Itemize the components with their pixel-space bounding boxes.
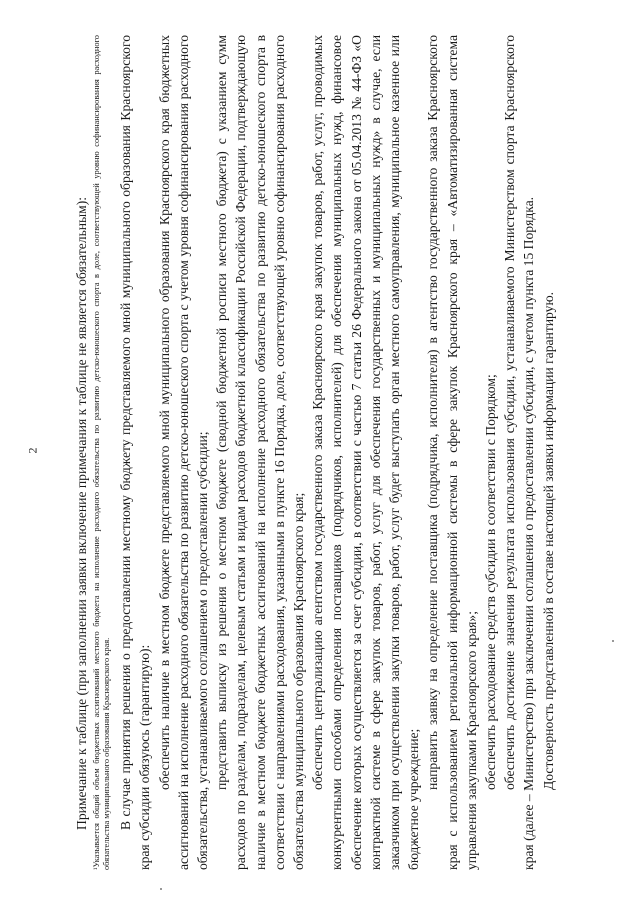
document-body bbox=[72, 35, 556, 870]
paragraph-subsidy-spending: обеспечить расходование средств субсидии в соответствии с Порядком; bbox=[483, 374, 499, 790]
paragraph-procurement-request: направить заявку на определение поставщика (подрядчика, исполнителя) в агентство государственного заказа Красноярского края с использованием региональной информационной системы в сфере закупок Красноярского края – «Автоматизированная система управления закупками Красноярского края»; bbox=[425, 35, 479, 870]
paragraph-budget-allocations: обеспечить наличие в местном бюджете представляемого мной муниципального образования Красноярского края бюджетных ассигнований на исполнение расходного обязательства по развитию детско-юношеского спорта с учетом уровня софинансирования расходного обязательства, устанавливаемого соглашением о предоставлении субсидии; bbox=[156, 35, 211, 870]
scan-speck bbox=[160, 888, 162, 890]
footnote: ¹Указывается общий объем бюджетных ассигнований местного бюджета на исполнение расходного обязательства по развитию детско-юношеского спорта в доле, соответствующей уровню софинансирования расходного обязательства муниципального образования Красноярского края. bbox=[92, 35, 112, 870]
paragraph-result-achievement: обеспечить достижение значения результата использования субсидии, устанавливаемого Министерством спорта Красноярского края (далее – Министерство) при заключении соглашения о предоставлении субсидии, с учетом пункта 15 Порядка. bbox=[502, 35, 537, 870]
page-number: 2 bbox=[25, 447, 40, 454]
paragraph-budget-extract: представить выписку из решения о местном бюджете (сводной бюджетной росписи местного бюджета) с указанием сумм расходов по разделам, подразделам, целевым статьям и видам расходов бюджетной классификации Российской Федерации, подтверждающую наличие в местном бюджете бюджетных ассигнований на исполнение расходного обязательства по развитию детско-юношеского спорта в соответствии с направлениями расходования, указанными в пункте 16 Порядка, доле, соответствующей уровню софинансирования расходного обязательства муниципального образования Красноярского края; bbox=[214, 35, 307, 870]
paragraph-guarantee-intro: В случае принятия решения о предоставлении местному бюджету представляемого мной муниципального образования Красноярского края субсидии обязуюсь (гарантирую): bbox=[118, 35, 153, 870]
scan-speck bbox=[612, 640, 614, 642]
table-note-heading: Примечание к таблице (при заполнении заявки включение примечания к таблице не является обязательным): bbox=[74, 196, 89, 830]
paragraph-reliability: Достоверность представленной в составе настоящей заявки информации гарантирую. bbox=[540, 291, 556, 790]
paragraph-procurement-centralization: обеспечить централизацию агентством государственного заказа Красноярского края закупок товаров, работ, услуг, проводимых конкурентными способами определения поставщиков (подрядчиков, исполнителей) для обеспечения муниципальных нужд, финансовое обеспечение которых осуществляется за счет субсидии, в соответствии с частью 7 статьи 26 Федерального закона от 05.04.2013 № 44-ФЗ «О контрактной системе в сфере закупок товаров, работ, услуг для обеспечения государственных и муниципальных нужд» в случае, если заказчиком при осуществлении закупки товаров, работ, услуг будет выступать орган местного самоуправления, муниципальное казенное или бюджетное учреждение; bbox=[310, 35, 422, 870]
